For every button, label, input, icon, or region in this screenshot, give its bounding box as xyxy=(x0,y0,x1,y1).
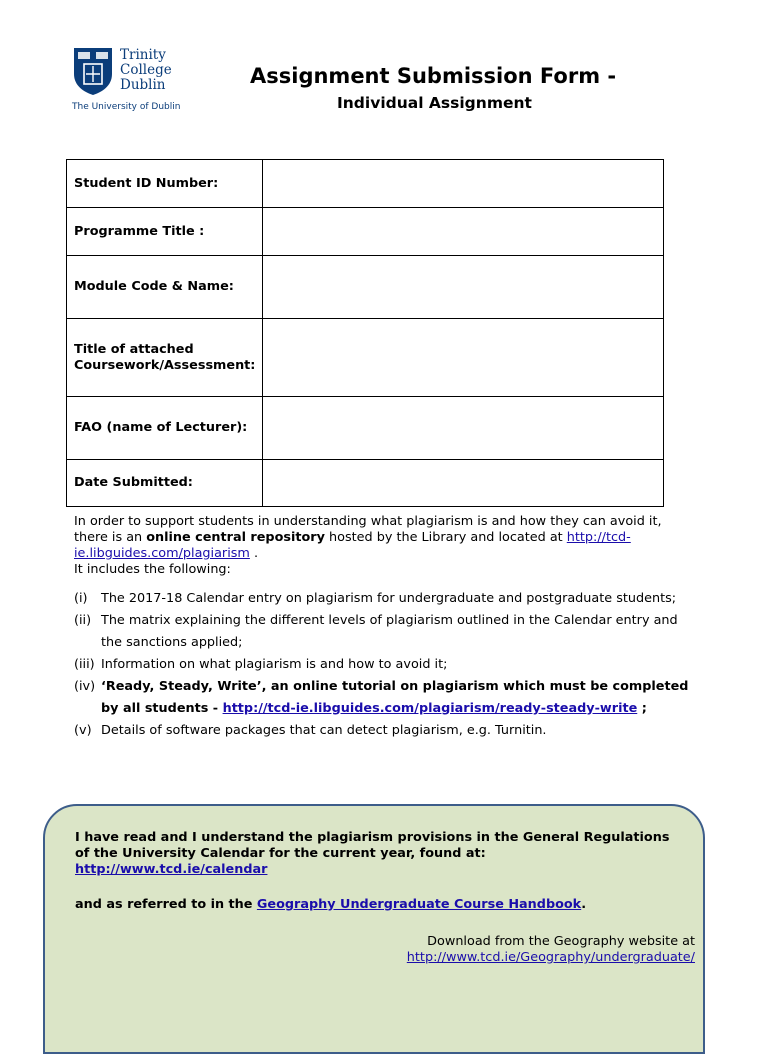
form-row-programme-title xyxy=(67,208,664,256)
form-label: FAO (name of Lecturer): xyxy=(67,397,263,460)
list-item xyxy=(74,720,694,742)
list-text: Information on what plagiarism is and how to avoid it; xyxy=(101,657,448,672)
intro-paragraph xyxy=(74,514,694,578)
list-item xyxy=(74,654,694,676)
handbook-link[interactable]: Geography Undergraduate Course Handbook xyxy=(256,897,582,912)
intro-text: In order to support students in understanding what plagiarism is and how they can avoid it, there is an xyxy=(74,514,662,545)
list-item xyxy=(74,588,694,610)
fao-field[interactable] xyxy=(263,397,664,460)
form-row-fao xyxy=(67,397,664,460)
list-text: The 2017-18 Calendar entry on plagiarism for undergraduate and postgraduate students; xyxy=(101,591,677,606)
trinity-shield-icon xyxy=(72,46,114,96)
declaration-statement xyxy=(75,830,675,878)
list-number: (iii) xyxy=(74,657,95,672)
date-submitted-field[interactable] xyxy=(263,460,664,507)
geography-website-link[interactable]: http://www.tcd.ie/Geography/undergraduate/ xyxy=(406,950,695,965)
list-after-link: ; xyxy=(637,701,647,716)
list-text: The matrix explaining the different levels of plagiarism outlined in the Calendar entry and the sanctions applied; xyxy=(101,613,678,650)
programme-title-field[interactable] xyxy=(263,208,664,256)
logo-line-2: College xyxy=(120,62,172,78)
resources-list xyxy=(74,588,694,742)
intro-text-2: hosted by the Library and located at xyxy=(324,530,563,545)
intro-line-2: It includes the following: xyxy=(74,562,231,577)
list-item xyxy=(74,610,694,654)
form-label: Title of attached Coursework/Assessment: xyxy=(67,319,263,397)
list-number: (v) xyxy=(74,723,92,738)
logo-wordmark xyxy=(120,48,172,93)
submission-form-table xyxy=(66,159,664,507)
intro-after-link: . xyxy=(249,546,259,561)
list-bold-text: ‘Ready, Steady, Write’, an online tutorial on plagiarism which must be completed by all students - xyxy=(101,679,689,716)
plagiarism-repository-link[interactable]: http://tcd-ie.libguides.com/plagiarism xyxy=(74,530,631,561)
ready-steady-write-link[interactable]: http://tcd-ie.libguides.com/plagiarism/ready-steady-write xyxy=(222,701,638,716)
list-number: (ii) xyxy=(74,613,92,628)
form-row-module xyxy=(67,256,664,319)
logo-line-3: Dublin xyxy=(120,77,166,93)
list-number: (iv) xyxy=(74,679,96,694)
handbook-text: and as referred to in the xyxy=(75,897,257,912)
logo-line-1: Trinity xyxy=(120,47,166,63)
declaration-text: I have read and I understand the plagiarism provisions in the General Regulations of the University Calendar for the current year, found at: xyxy=(75,830,670,861)
list-number: (i) xyxy=(74,591,88,606)
intro-bold: online central repository xyxy=(146,530,325,545)
download-text: Download from the Geography website at xyxy=(427,934,695,949)
form-row-coursework-title xyxy=(67,319,664,397)
page-title: Assignment Submission Form - xyxy=(250,64,617,88)
coursework-title-field[interactable] xyxy=(263,319,664,397)
student-id-field[interactable] xyxy=(263,160,664,208)
list-item xyxy=(74,676,694,720)
download-note xyxy=(407,934,695,966)
page-subtitle: Individual Assignment xyxy=(337,94,532,112)
declaration-box xyxy=(43,804,705,1054)
form-row-date-submitted xyxy=(67,460,664,507)
handbook-text-end: . xyxy=(581,897,587,912)
form-row-student-id xyxy=(67,160,664,208)
form-label: Programme Title : xyxy=(67,208,263,256)
logo-tagline: The University of Dublin xyxy=(72,102,181,112)
tcd-logo xyxy=(72,46,182,116)
calendar-link[interactable]: http://www.tcd.ie/calendar xyxy=(75,862,268,877)
handbook-reference xyxy=(75,897,695,912)
form-label: Student ID Number: xyxy=(67,160,263,208)
form-label: Date Submitted: xyxy=(67,460,263,507)
list-text: Details of software packages that can detect plagiarism, e.g. Turnitin. xyxy=(101,723,547,738)
form-label: Module Code & Name: xyxy=(67,256,263,319)
module-field[interactable] xyxy=(263,256,664,319)
